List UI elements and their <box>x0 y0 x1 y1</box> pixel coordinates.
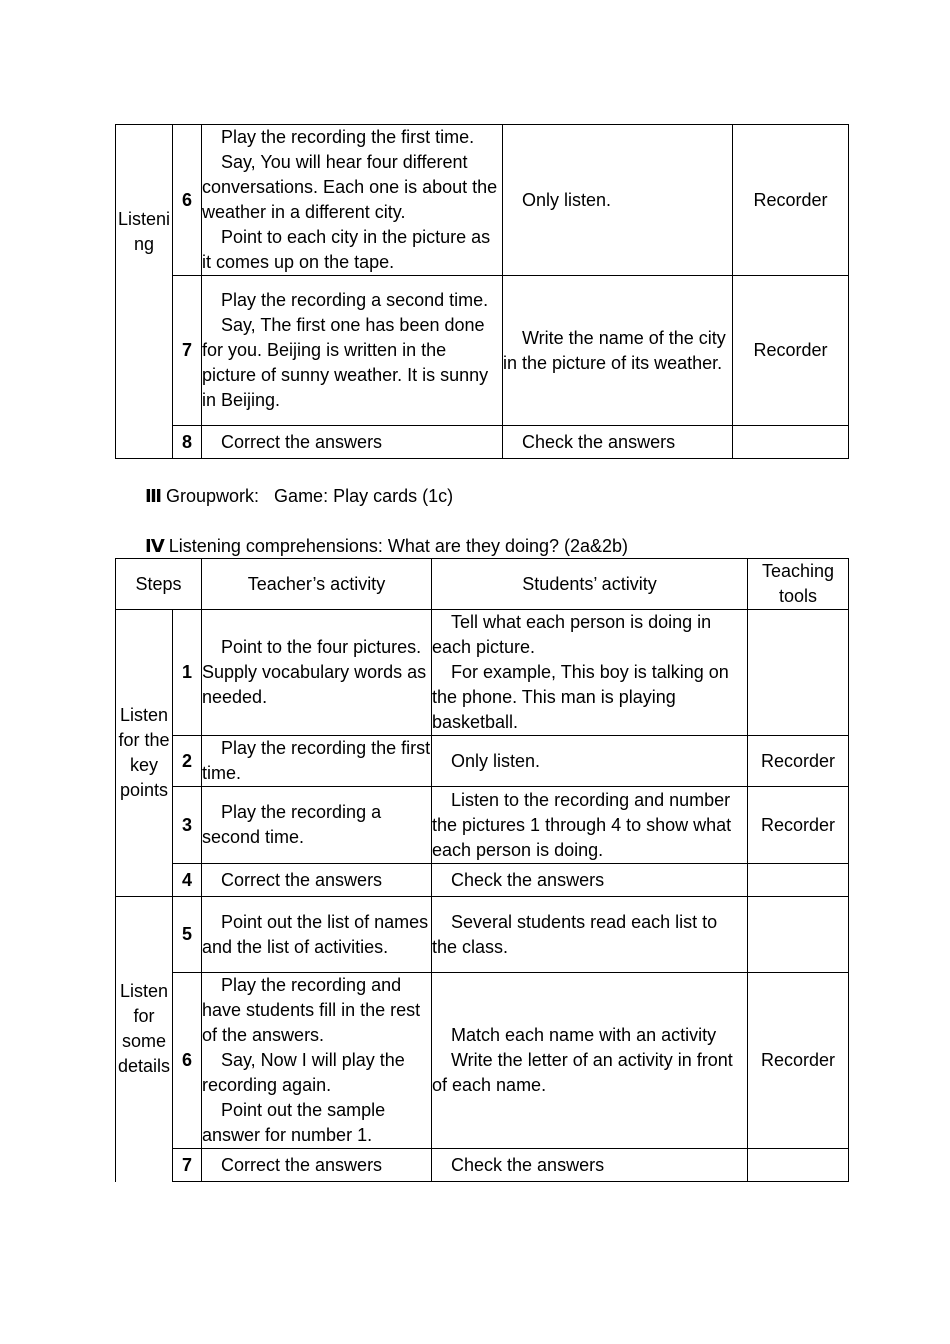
students-activity <box>432 897 748 973</box>
teaching-tools: Recorder <box>748 736 849 787</box>
students-activity-text: Check the answers <box>522 431 676 452</box>
step-number: 4 <box>173 864 202 897</box>
lesson-table-1 <box>115 124 849 459</box>
teacher-activity <box>202 1149 432 1182</box>
teacher-activity-text: Correct the answers <box>221 1154 383 1175</box>
students-activity-text: Tell what each person is doing in each picture. <box>432 612 712 657</box>
table-row <box>116 1149 849 1182</box>
teaching-tools: Recorder <box>748 973 849 1149</box>
step-label: Listen for the key points <box>118 705 170 800</box>
header-students-activity: Students’ activity <box>432 559 748 610</box>
teacher-activity-text: Point out the list of names and the list of activities. <box>202 911 429 957</box>
step-number: 3 <box>173 787 202 864</box>
step-label-cell <box>116 897 173 1182</box>
header-teaching-tools: Teaching tools <box>748 559 849 610</box>
heading-text: Groupwork: Game: Play cards (1c) <box>166 486 454 506</box>
table-row <box>116 973 849 1149</box>
teacher-activity <box>202 897 432 973</box>
teacher-activity-text: Point out the sample answer for number 1. <box>202 1100 386 1145</box>
teaching-tools <box>748 1149 849 1182</box>
students-activity-text: Only listen. <box>451 750 541 771</box>
step-label-cell <box>116 610 173 897</box>
students-activity <box>503 426 733 459</box>
step-number: 6 <box>173 125 202 276</box>
teacher-activity-text: Play the recording a second time. <box>221 290 489 310</box>
step-number: 7 <box>173 1149 202 1182</box>
students-activity <box>432 787 748 864</box>
students-activity-text: Write the name of the city in the picture of its weather. <box>503 327 726 373</box>
teacher-activity-text: Play the recording the first time. <box>221 127 475 147</box>
students-activity <box>432 610 748 736</box>
students-activity-text: Write the letter of an activity in front of each name. <box>432 1050 733 1095</box>
table-row <box>116 897 849 973</box>
lesson-table-2 <box>115 558 849 1182</box>
teacher-activity-text: Play the recording a second time. <box>202 802 382 847</box>
teaching-tools <box>748 864 849 897</box>
table-row <box>116 736 849 787</box>
teaching-tools: Recorder <box>733 276 849 426</box>
step-number: 7 <box>173 276 202 426</box>
teaching-tools <box>748 610 849 736</box>
students-activity <box>503 125 733 276</box>
teaching-tools: Recorder <box>748 787 849 864</box>
students-activity-text: Match each name with an activity <box>451 1025 717 1045</box>
table-row <box>116 787 849 864</box>
roman-numeral: Ⅲ <box>145 486 163 506</box>
students-activity-text: Only listen. <box>522 189 612 210</box>
teaching-tools <box>748 897 849 973</box>
step-number: 5 <box>173 897 202 973</box>
students-activity <box>432 736 748 787</box>
teacher-activity <box>202 276 503 426</box>
step-number: 6 <box>173 973 202 1149</box>
teacher-activity <box>202 610 432 736</box>
step-number: 1 <box>173 610 202 736</box>
teacher-activity-text: Point to each city in the picture as it comes up on the tape. <box>202 227 491 272</box>
step-label: Listening <box>117 208 171 254</box>
heading-text: Listening comprehensions: What are they doing? (2a&2b) <box>168 536 629 556</box>
teacher-activity-text: Play the recording the first time. <box>202 738 431 783</box>
step-number: 8 <box>173 426 202 459</box>
header-teacher-activity: Teacher’s activity <box>202 559 432 610</box>
students-activity-text: Listen to the recording and number the pictures 1 through 4 to show what each person is doing. <box>432 789 732 860</box>
section-heading-listening <box>145 535 628 557</box>
students-activity <box>432 1149 748 1182</box>
header-steps: Steps <box>116 559 202 610</box>
teacher-activity-text: Say, The first one has been done for you. Beijing is written in the picture of sunny weather. It is sunny in Beijing. <box>202 315 489 410</box>
table-row <box>116 610 849 736</box>
students-activity-text: Several students read each list to the class. <box>432 911 718 957</box>
teacher-activity <box>202 736 432 787</box>
teacher-activity <box>202 864 432 897</box>
table-row <box>116 426 849 459</box>
teaching-tools <box>733 426 849 459</box>
students-activity-text: Check the answers <box>451 869 605 890</box>
teacher-activity <box>202 426 503 459</box>
students-activity <box>503 276 733 426</box>
step-number: 2 <box>173 736 202 787</box>
students-activity <box>432 864 748 897</box>
teacher-activity <box>202 973 432 1149</box>
step-label-cell <box>116 125 173 459</box>
table-row <box>116 276 849 426</box>
step-label: Listen for some details <box>117 981 171 1077</box>
teacher-activity-text: Correct the answers <box>221 869 383 890</box>
table-row <box>116 125 849 276</box>
roman-numeral: Ⅳ <box>145 536 165 556</box>
teaching-tools: Recorder <box>733 125 849 276</box>
table-row <box>116 864 849 897</box>
table-header-row <box>116 559 849 610</box>
section-heading-groupwork <box>145 485 453 507</box>
teacher-activity-text: Play the recording and have students fill in the rest of the answers. <box>202 975 421 1045</box>
teacher-activity <box>202 125 503 276</box>
teacher-activity-text: Correct the answers <box>221 431 383 452</box>
teacher-activity <box>202 787 432 864</box>
students-activity-text: For example, This boy is talking on the phone. This man is playing basketball. <box>432 662 729 732</box>
students-activity-text: Check the answers <box>451 1154 605 1175</box>
teacher-activity-text: Say, Now I will play the recording again. <box>202 1050 405 1095</box>
teacher-activity-text: Point to the four pictures. Supply vocabulary words as needed. <box>202 637 427 707</box>
students-activity <box>432 973 748 1149</box>
teacher-activity-text: Say, You will hear four different conversations. Each one is about the weather in a different city. <box>202 152 498 222</box>
